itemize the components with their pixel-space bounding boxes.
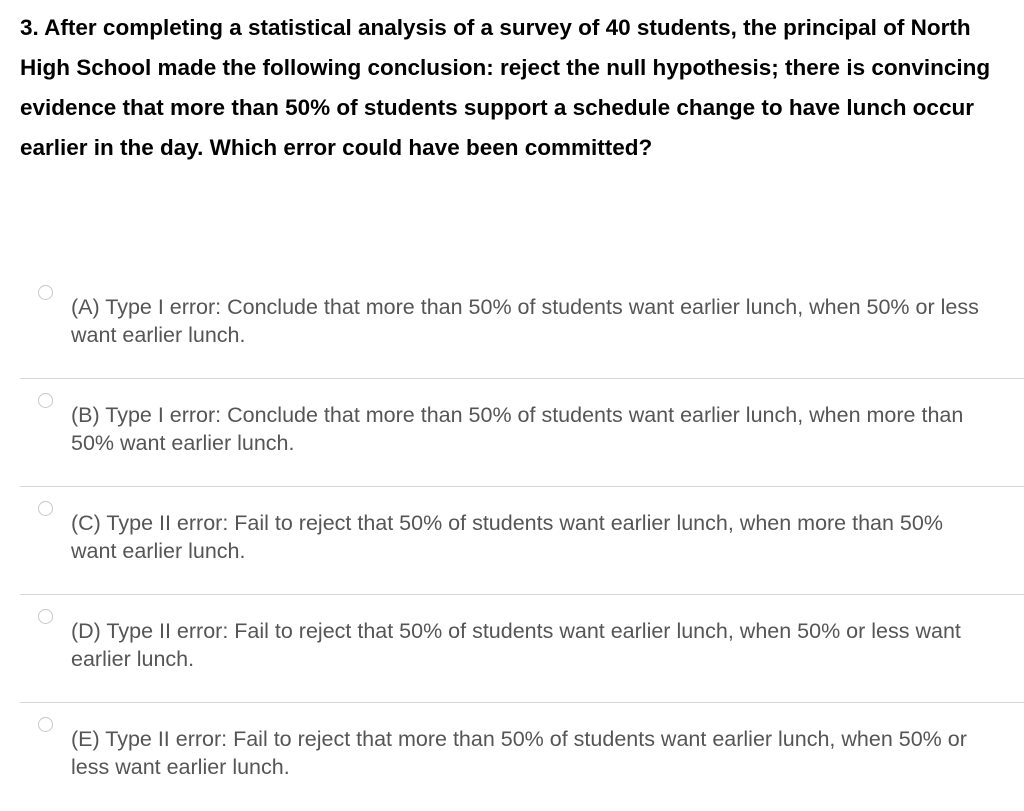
radio-option-a[interactable] [38, 285, 53, 300]
radio-option-e[interactable] [38, 717, 53, 732]
radio-option-b[interactable] [38, 393, 53, 408]
option-a-label[interactable]: (A) Type I error: Conclude that more than 50% of students want earlier lunch, when 50% or less want earlier lunch. [71, 295, 979, 347]
option-c-label[interactable]: (C) Type II error: Fail to reject that 50% of students want earlier lunch, when more than 50% want earlier lunch. [71, 511, 943, 563]
option-d[interactable] [0, 595, 1024, 703]
option-c[interactable] [0, 487, 1024, 595]
option-d-label[interactable]: (D) Type II error: Fail to reject that 50% of students want earlier lunch, when 50% or less want earlier lunch. [71, 619, 961, 671]
option-a[interactable] [0, 271, 1024, 379]
answer-options [0, 271, 1024, 811]
radio-option-d[interactable] [38, 609, 53, 624]
option-e[interactable] [0, 703, 1024, 811]
radio-option-c[interactable] [38, 501, 53, 516]
question-text: 3. After completing a statistical analysis of a survey of 40 students, the principal of North High School made the following conclusion: reject the null hypothesis; there is convincing evidence that more than 50% of students support a schedule change to have lunch occur earlier in the day. Which error could have been committed? [20, 15, 991, 160]
option-e-label[interactable]: (E) Type II error: Fail to reject that more than 50% of students want earlier lunch, when 50% or less want earlier lunch. [71, 727, 967, 779]
option-b-label[interactable]: (B) Type I error: Conclude that more than 50% of students want earlier lunch, when more than 50% want earlier lunch. [71, 403, 964, 455]
option-b[interactable] [0, 379, 1024, 487]
